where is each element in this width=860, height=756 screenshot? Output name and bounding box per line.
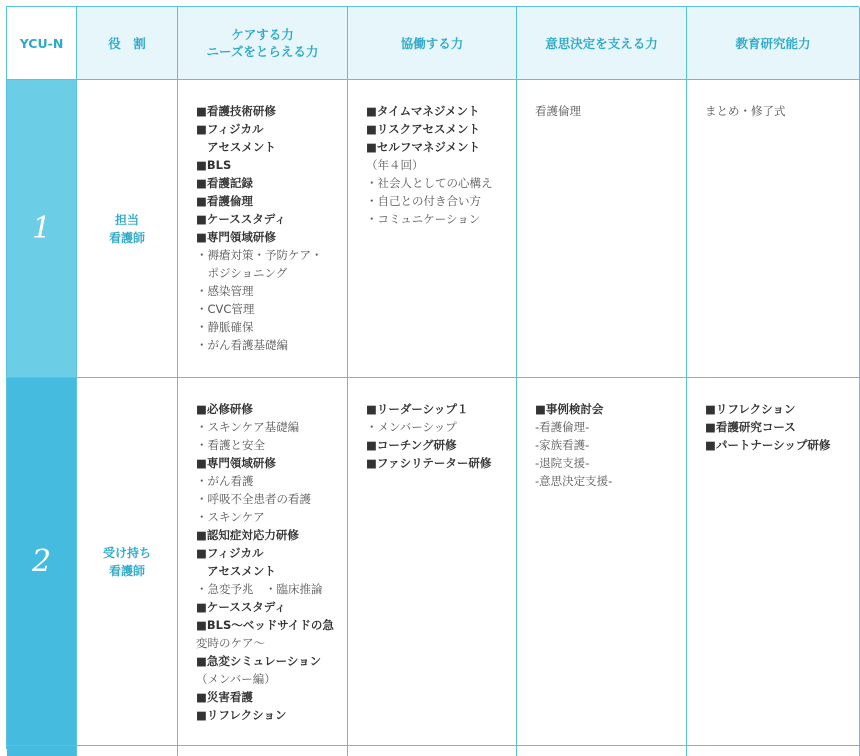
training-item-continuation: アセスメント — [207, 564, 276, 578]
training-subitem: ・メンバーシップ — [366, 420, 457, 434]
training-item: ■看護記録 — [196, 176, 253, 190]
training-subitem: ・CVC管理 — [196, 302, 255, 316]
header-collab — [348, 7, 517, 80]
header-collab-label: 協働する力 — [400, 35, 464, 51]
header-research-label: 教育研究能力 — [735, 35, 811, 51]
training-subitem: ポジショニング — [196, 266, 288, 280]
training-subitem: まとめ・修了式 — [705, 104, 786, 118]
training-item: ■ケーススタディ — [196, 600, 286, 614]
training-item: ■リスクアセスメント — [366, 122, 481, 136]
header-role — [77, 7, 178, 80]
training-item: ■リーダーシップ１ — [366, 402, 469, 416]
level-3-collab-partial — [348, 746, 517, 756]
training-item: ■看護研究コース — [705, 420, 796, 434]
level-1-care-list — [178, 80, 348, 378]
training-item: ■急変シミュレーション — [196, 654, 322, 668]
training-subitem: -看護倫理- — [535, 420, 590, 434]
training-item: ■リフレクション — [705, 402, 796, 416]
header-role-label: 役 割 — [108, 35, 146, 51]
training-subitem: -退院支援- — [535, 456, 590, 470]
level-number-label: 1 — [31, 211, 52, 246]
header-research — [687, 7, 860, 80]
training-subitem: 看護倫理 — [535, 104, 581, 118]
training-subitem: ・静脈確保 — [196, 320, 254, 334]
training-subitem: ・がん看護基礎編 — [196, 338, 288, 352]
training-subitem: ・呼吸不全患者の看護 — [196, 492, 311, 506]
training-subitem: -家族看護- — [535, 438, 590, 452]
level-3-number-partial — [7, 746, 77, 756]
training-item: ■ケーススタディ — [196, 212, 286, 226]
training-subitem: ・急変予兆 ・臨床推論 — [196, 582, 323, 596]
level-3-decision-partial — [517, 746, 687, 756]
level-2-collab-list — [348, 378, 517, 746]
role-line2: 看護師 — [108, 230, 145, 245]
level-1-role — [77, 80, 178, 378]
training-item: ■ファシリテーター研修 — [366, 456, 492, 470]
role-line1: 担当 — [114, 212, 139, 227]
level-1-number — [7, 80, 77, 378]
training-subitem: -意思決定支援- — [535, 474, 613, 488]
level-2-decision-list — [517, 378, 687, 746]
header-decision — [517, 7, 687, 80]
level-3-care-partial — [178, 746, 348, 756]
training-item: ■リフレクション — [196, 708, 287, 722]
header-care — [178, 7, 348, 80]
training-item: ■タイムマネジメント — [366, 104, 480, 118]
training-item: ■必修研修 — [196, 402, 253, 416]
role-line1: 受け持ち — [102, 545, 151, 560]
header-decision-label: 意思決定を支える力 — [545, 35, 658, 51]
training-item: ■フィジカル — [196, 546, 264, 560]
training-subitem: （メンバー編） — [196, 672, 276, 686]
training-subitem: （年４回） — [366, 158, 424, 172]
training-subitem: ・褥瘡対策・予防ケア・ — [196, 248, 323, 262]
training-item-continuation: アセスメント — [207, 140, 276, 154]
training-ladder-table — [6, 6, 859, 749]
training-item: ■BLS — [196, 158, 232, 172]
role-line2: 看護師 — [108, 563, 145, 578]
level-1-collab-list — [348, 80, 517, 378]
level-2-number — [7, 378, 77, 746]
level-1-decision-list — [517, 80, 687, 378]
training-item: ■事例検討会 — [535, 402, 604, 416]
training-item: ■BLS～ベッドサイドの急 — [196, 618, 334, 632]
level-3-role-partial — [77, 746, 178, 756]
level-3-research-partial — [687, 746, 860, 756]
training-subitem: ・スキンケア — [196, 510, 265, 524]
training-item: ■セルフマネジメント — [366, 140, 481, 154]
level-2-research-list — [687, 378, 860, 746]
header-ycu-n — [7, 7, 77, 80]
training-item: ■パートナーシップ研修 — [705, 438, 831, 452]
training-item: ■専門領域研修 — [196, 456, 276, 470]
level-number-label: 2 — [31, 544, 52, 579]
header-ycu-label: YCU-N — [19, 35, 64, 51]
training-subitem: ・がん看護 — [196, 474, 254, 488]
level-2-care-list — [178, 378, 348, 746]
training-subitem: 変時のケア～ — [196, 636, 265, 650]
level-2-role — [77, 378, 178, 746]
training-subitem: ・感染管理 — [196, 284, 254, 298]
training-item: ■看護技術研修 — [196, 104, 276, 118]
training-item: ■看護倫理 — [196, 194, 253, 208]
training-subitem: ・看護と安全 — [196, 438, 265, 452]
header-care-line2: ニーズをとらえる力 — [206, 44, 319, 59]
training-item: ■災害看護 — [196, 690, 253, 704]
level-1-research-list — [687, 80, 860, 378]
training-item: ■フィジカル — [196, 122, 264, 136]
header-care-line1: ケアする力 — [231, 27, 294, 42]
training-item: ■コーチング研修 — [366, 438, 457, 452]
training-item: ■専門領域研修 — [196, 230, 276, 244]
training-subitem: ・自己との付き合い方 — [366, 194, 481, 208]
training-subitem: ・社会人としての心構え — [366, 176, 493, 190]
training-item: ■認知症対応力研修 — [196, 528, 299, 542]
training-subitem: ・コミュニケーション — [366, 212, 481, 226]
training-subitem: ・スキンケア基礎編 — [196, 420, 300, 434]
